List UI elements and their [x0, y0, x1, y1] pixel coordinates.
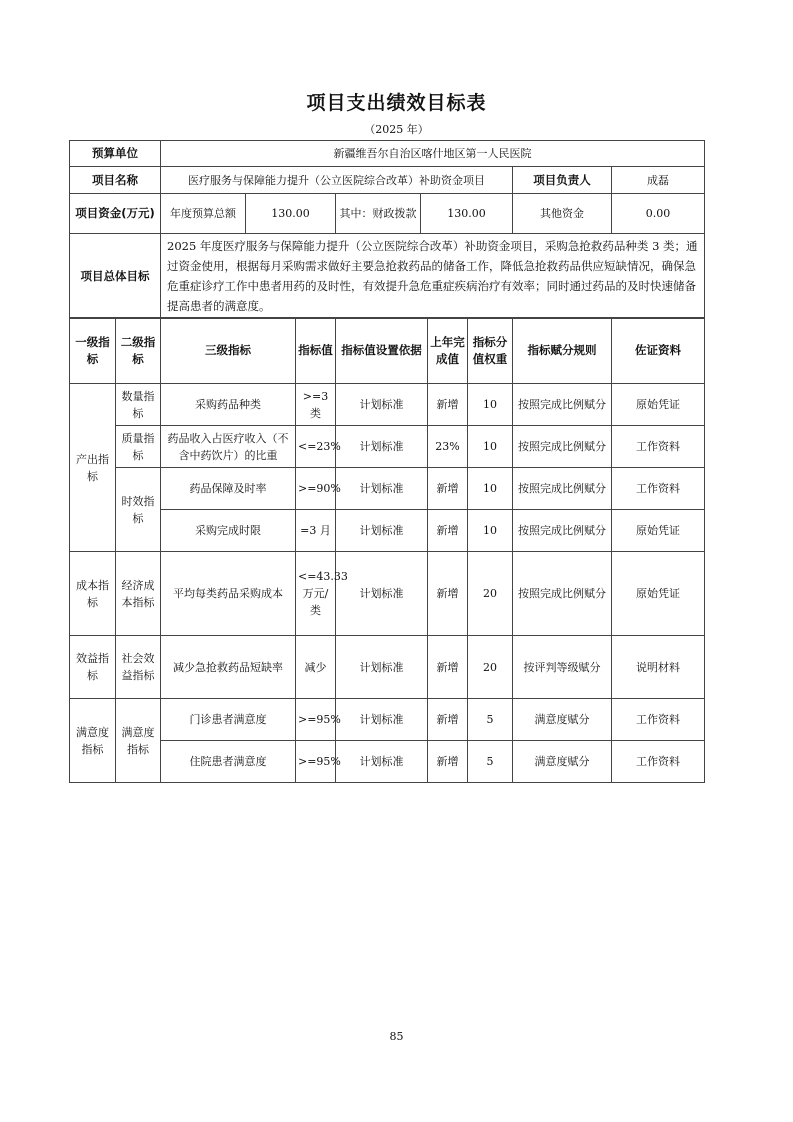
indicator-cell: 平均每类药品采购成本 [161, 552, 296, 636]
value-cell: =3 月 [296, 510, 336, 552]
evidence-cell: 工作资料 [612, 741, 705, 783]
basis-cell: 计划标准 [336, 636, 428, 699]
col-weight: 指标分值权重 [468, 318, 513, 384]
evidence-cell: 工作资料 [612, 426, 705, 468]
table-row [70, 741, 705, 783]
goal-label: 项目总体目标 [70, 234, 161, 319]
col-level3: 三级指标 [161, 318, 296, 384]
annual-total-value: 130.00 [246, 194, 336, 234]
rule-cell: 按照完成比例赋分 [513, 510, 612, 552]
table-row [70, 468, 705, 510]
indicator-cell: 门诊患者满意度 [161, 699, 296, 741]
indicator-cell: 药品保障及时率 [161, 468, 296, 510]
table-row [70, 699, 705, 741]
value-cell: >=95% [296, 699, 336, 741]
group-output: 产出指标 [70, 384, 116, 552]
table-row [70, 552, 705, 636]
col-basis: 指标值设置依据 [336, 318, 428, 384]
budget-unit-value: 新疆维吾尔自治区喀什地区第一人民医院 [161, 141, 705, 167]
annual-total-label: 年度预算总额 [161, 194, 246, 234]
basis-cell: 计划标准 [336, 426, 428, 468]
col-rule: 指标赋分规则 [513, 318, 612, 384]
last-year-cell: 新增 [428, 384, 468, 426]
other-funds-value: 0.00 [612, 194, 705, 234]
last-year-cell: 新增 [428, 510, 468, 552]
subgroup-quality: 质量指标 [116, 426, 161, 468]
col-evidence: 佐证资料 [612, 318, 705, 384]
evidence-cell: 工作资料 [612, 468, 705, 510]
value-cell: >=95% [296, 741, 336, 783]
subgroup-satisfaction: 满意度指标 [116, 699, 161, 783]
indicator-cell: 采购完成时限 [161, 510, 296, 552]
project-info-table [69, 140, 705, 319]
weight-cell: 10 [468, 510, 513, 552]
last-year-cell: 新增 [428, 741, 468, 783]
table-row [70, 636, 705, 699]
last-year-cell: 新增 [428, 468, 468, 510]
group-cost: 成本指标 [70, 552, 116, 636]
subgroup-quantity: 数量指标 [116, 384, 161, 426]
indicator-cell: 药品收入占医疗收入（不含中药饮片）的比重 [161, 426, 296, 468]
weight-cell: 5 [468, 699, 513, 741]
last-year-cell: 新增 [428, 699, 468, 741]
evidence-cell: 原始凭证 [612, 384, 705, 426]
rule-cell: 按照完成比例赋分 [513, 468, 612, 510]
col-level2: 二级指标 [116, 318, 161, 384]
evidence-cell: 工作资料 [612, 699, 705, 741]
basis-cell: 计划标准 [336, 510, 428, 552]
col-level1: 一级指标 [70, 318, 116, 384]
table-row [70, 384, 705, 426]
funds-label: 项目资金(万元) [70, 194, 161, 234]
rule-cell: 满意度赋分 [513, 699, 612, 741]
owner-label: 项目负责人 [513, 167, 612, 194]
weight-cell: 5 [468, 741, 513, 783]
evidence-cell: 说明材料 [612, 636, 705, 699]
last-year-cell: 新增 [428, 636, 468, 699]
basis-cell: 计划标准 [336, 699, 428, 741]
group-satisfaction: 满意度指标 [70, 699, 116, 783]
table-row [70, 426, 705, 468]
fiscal-value: 130.00 [421, 194, 513, 234]
weight-cell: 20 [468, 552, 513, 636]
page-number: 85 [389, 1030, 404, 1043]
indicator-cell: 住院患者满意度 [161, 741, 296, 783]
col-value: 指标值 [296, 318, 336, 384]
indicator-table [69, 317, 705, 783]
value-cell: <=23% [296, 426, 336, 468]
indicator-cell: 采购药品种类 [161, 384, 296, 426]
project-name-label: 项目名称 [70, 167, 161, 194]
weight-cell: 10 [468, 384, 513, 426]
other-funds-label: 其他资金 [513, 194, 612, 234]
budget-unit-label: 预算单位 [70, 141, 161, 167]
rule-cell: 按照完成比例赋分 [513, 384, 612, 426]
project-name-value: 医疗服务与保障能力提升（公立医院综合改革）补助资金项目 [161, 167, 513, 194]
col-last-year: 上年完成值 [428, 318, 468, 384]
evidence-cell: 原始凭证 [612, 510, 705, 552]
year-label: （2025 年） [364, 123, 429, 136]
evidence-cell: 原始凭证 [612, 552, 705, 636]
weight-cell: 20 [468, 636, 513, 699]
value-cell: >=3类 [296, 384, 336, 426]
rule-cell: 按评判等级赋分 [513, 636, 612, 699]
value-cell: 减少 [296, 636, 336, 699]
rule-cell: 按照完成比例赋分 [513, 426, 612, 468]
weight-cell: 10 [468, 426, 513, 468]
subgroup-economic: 经济成本指标 [116, 552, 161, 636]
indicator-cell: 减少急抢救药品短缺率 [161, 636, 296, 699]
group-benefit: 效益指标 [70, 636, 116, 699]
basis-cell: 计划标准 [336, 552, 428, 636]
basis-cell: 计划标准 [336, 384, 428, 426]
goal-text: 2025 年度医疗服务与保障能力提升（公立医院综合改革）补助资金项目，采购急抢救药品种类 3 类；通过资金使用，根据每月采购需求做好主要急抢救药品的储备工作，降低急抢救药品供应短缺情况，确保急危重症诊疗工作中患者用药的及时性，有效提升急危重症疾病治疗有效率；同时通过药品的及时快速储备提高患者的满意度。 [161, 234, 705, 319]
basis-cell: 计划标准 [336, 468, 428, 510]
page-title: 项目支出绩效目标表 [306, 92, 487, 114]
owner-value: 成磊 [612, 167, 705, 194]
subgroup-social: 社会效益指标 [116, 636, 161, 699]
value-cell: >=90% [296, 468, 336, 510]
fiscal-label: 其中：财政拨款 [336, 194, 421, 234]
last-year-cell: 新增 [428, 552, 468, 636]
last-year-cell: 23% [428, 426, 468, 468]
rule-cell: 满意度赋分 [513, 741, 612, 783]
subgroup-timeliness: 时效指标 [116, 468, 161, 552]
basis-cell: 计划标准 [336, 741, 428, 783]
table-row [70, 510, 705, 552]
weight-cell: 10 [468, 468, 513, 510]
rule-cell: 按照完成比例赋分 [513, 552, 612, 636]
value-cell: <=43.33 万元/类 [296, 552, 336, 636]
